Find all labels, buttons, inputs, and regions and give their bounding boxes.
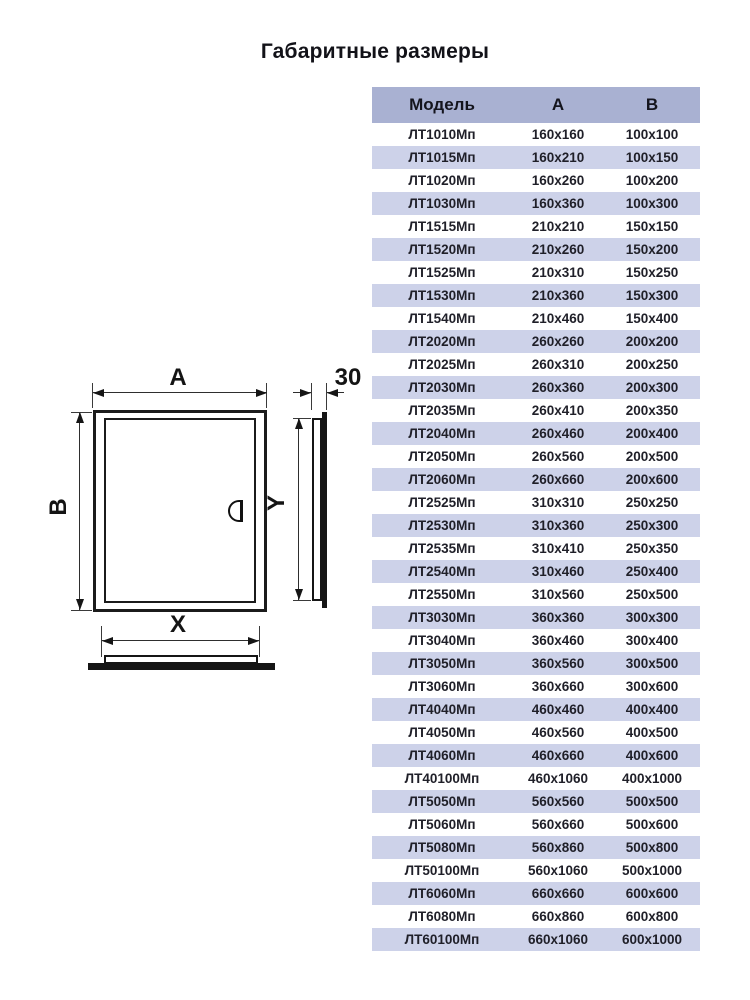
cell-model: ЛТ3040Мп <box>408 633 476 648</box>
table-header-row <box>372 87 700 123</box>
cell-model: ЛТ3050Мп <box>408 656 476 671</box>
cell-b: 300x500 <box>625 656 679 671</box>
cell-b: 400x600 <box>625 748 679 763</box>
table-row <box>372 606 700 629</box>
cell-b: 600x800 <box>625 909 679 924</box>
table-row <box>372 560 700 583</box>
table-row <box>372 813 700 836</box>
cell-a: 660x860 <box>531 909 585 924</box>
cell-b: 150x400 <box>625 311 679 326</box>
cell-a: 210x310 <box>531 265 585 280</box>
cell-b: 200x600 <box>625 472 679 487</box>
cell-b: 500x500 <box>625 794 679 809</box>
cell-model: ЛТ2530Мп <box>408 518 476 533</box>
cell-b: 500x800 <box>625 840 679 855</box>
cell-a: 210x260 <box>531 242 585 257</box>
table-row <box>372 261 700 284</box>
cell-model: ЛТ1030Мп <box>408 196 476 211</box>
table-row <box>372 928 700 951</box>
cell-b: 200x350 <box>625 403 679 418</box>
dim-a-arrow-right <box>256 389 267 397</box>
table-row <box>372 675 700 698</box>
cell-b: 500x1000 <box>621 863 683 878</box>
table-row <box>372 330 700 353</box>
cell-model: ЛТ60100Мп <box>404 932 480 947</box>
cell-b: 250x250 <box>625 495 679 510</box>
col-header-b: В <box>604 87 700 123</box>
cell-b: 600x600 <box>625 886 679 901</box>
cell-a: 210x460 <box>531 311 585 326</box>
size-table <box>372 87 700 951</box>
cell-b: 250x300 <box>625 518 679 533</box>
cell-a: 260x410 <box>531 403 585 418</box>
dim-label-depth: 30 <box>334 364 362 391</box>
cell-a: 210x210 <box>531 219 585 234</box>
cell-model: ЛТ6080Мп <box>408 909 476 924</box>
cell-a: 360x560 <box>531 656 585 671</box>
dim-a-arrow-left <box>93 389 104 397</box>
cell-model: ЛТ4040Мп <box>408 702 476 717</box>
cell-b: 200x400 <box>625 426 679 441</box>
cell-b: 200x500 <box>625 449 679 464</box>
cell-b: 100x150 <box>625 150 679 165</box>
table-row <box>372 859 700 882</box>
page-title: Габаритные размеры <box>260 40 490 63</box>
table-row <box>372 583 700 606</box>
cell-b: 100x100 <box>625 127 679 142</box>
cell-a: 260x560 <box>531 449 585 464</box>
cell-model: ЛТ50100Мп <box>404 863 480 878</box>
dim-b-arrow-top <box>76 412 84 423</box>
cell-b: 250x400 <box>625 564 679 579</box>
table-row <box>372 491 700 514</box>
table-row <box>372 698 700 721</box>
table-row <box>372 123 700 146</box>
cell-model: ЛТ5050Мп <box>408 794 476 809</box>
cell-model: ЛТ40100Мп <box>404 771 480 786</box>
cell-a: 310x360 <box>531 518 585 533</box>
cell-a: 260x660 <box>531 472 585 487</box>
cell-model: ЛТ2035Мп <box>408 403 476 418</box>
cell-b: 100x200 <box>625 173 679 188</box>
table-row <box>372 422 700 445</box>
cell-model: ЛТ2525Мп <box>408 495 476 510</box>
table-row <box>372 284 700 307</box>
cell-model: ЛТ1010Мп <box>408 127 476 142</box>
cell-a: 160x210 <box>531 150 585 165</box>
cell-model: ЛТ1020Мп <box>408 173 476 188</box>
cell-model: ЛТ4060Мп <box>408 748 476 763</box>
cell-b: 250x350 <box>625 541 679 556</box>
cell-b: 500x600 <box>625 817 679 832</box>
cell-a: 310x410 <box>531 541 585 556</box>
bottom-profile-frame-flange <box>88 663 275 670</box>
cell-b: 200x300 <box>625 380 679 395</box>
cell-a: 260x460 <box>531 426 585 441</box>
cell-model: ЛТ1520Мп <box>408 242 476 257</box>
dim-x-line <box>102 640 259 641</box>
table-row <box>372 744 700 767</box>
cell-b: 400x500 <box>625 725 679 740</box>
cell-a: 160x160 <box>531 127 585 142</box>
table-row <box>372 514 700 537</box>
dim-label-door-width: X <box>169 611 186 638</box>
cell-b: 600x1000 <box>621 932 683 947</box>
table-row <box>372 192 700 215</box>
cell-model: ЛТ1525Мп <box>408 265 476 280</box>
dim-x-extension-right <box>259 626 260 657</box>
cell-a: 260x260 <box>531 334 585 349</box>
cell-model: ЛТ2025Мп <box>408 357 476 372</box>
table-row <box>372 307 700 330</box>
dim-depth-arrow-left <box>300 389 311 397</box>
cell-a: 360x360 <box>531 610 585 625</box>
dim-depth-extension-left <box>311 383 312 410</box>
cell-model: ЛТ1015Мп <box>408 150 476 165</box>
cell-b: 100x300 <box>625 196 679 211</box>
cell-model: ЛТ3060Мп <box>408 679 476 694</box>
table-row <box>372 238 700 261</box>
cell-b: 200x250 <box>625 357 679 372</box>
cell-a: 460x1060 <box>527 771 589 786</box>
cell-a: 560x560 <box>531 794 585 809</box>
cell-b: 250x500 <box>625 587 679 602</box>
cell-model: ЛТ2540Мп <box>408 564 476 579</box>
cell-model: ЛТ1530Мп <box>408 288 476 303</box>
cell-a: 460x460 <box>531 702 585 717</box>
dim-b-line <box>79 413 80 610</box>
cell-b: 150x300 <box>625 288 679 303</box>
cell-b: 300x400 <box>625 633 679 648</box>
cell-a: 160x360 <box>531 196 585 211</box>
side-profile-frame-flange <box>322 412 327 608</box>
cell-a: 360x460 <box>531 633 585 648</box>
dim-y-arrow-bottom <box>295 589 303 600</box>
cell-a: 210x360 <box>531 288 585 303</box>
dim-y-extension-bottom <box>293 600 311 601</box>
cell-model: ЛТ2060Мп <box>408 472 476 487</box>
table-row <box>372 146 700 169</box>
cell-a: 560x1060 <box>527 863 589 878</box>
table-row <box>372 905 700 928</box>
table-row <box>372 629 700 652</box>
cell-model: ЛТ1540Мп <box>408 311 476 326</box>
cell-a: 310x560 <box>531 587 585 602</box>
dim-b-arrow-bottom <box>76 599 84 610</box>
cell-b: 150x250 <box>625 265 679 280</box>
cell-a: 260x310 <box>531 357 585 372</box>
cell-b: 300x300 <box>625 610 679 625</box>
table-row <box>372 215 700 238</box>
cell-b: 150x200 <box>625 242 679 257</box>
table-row <box>372 836 700 859</box>
table-row <box>372 445 700 468</box>
cell-a: 360x660 <box>531 679 585 694</box>
cell-a: 460x660 <box>531 748 585 763</box>
col-header-model: Модель <box>372 87 512 123</box>
table-row <box>372 399 700 422</box>
cell-model: ЛТ5060Мп <box>408 817 476 832</box>
cell-b: 300x600 <box>625 679 679 694</box>
door-handle-icon <box>228 500 243 522</box>
cell-model: ЛТ2550Мп <box>408 587 476 602</box>
cell-model: ЛТ4050Мп <box>408 725 476 740</box>
table-row <box>372 790 700 813</box>
cell-model: ЛТ6060Мп <box>408 886 476 901</box>
cell-b: 400x400 <box>625 702 679 717</box>
table-row <box>372 652 700 675</box>
dim-y-line <box>298 419 299 600</box>
cell-model: ЛТ2030Мп <box>408 380 476 395</box>
side-profile-door-leaf <box>312 418 322 601</box>
cell-model: ЛТ3030Мп <box>408 610 476 625</box>
dim-a-line <box>93 392 267 393</box>
dim-label-frame-height: В <box>45 498 72 516</box>
col-header-a: А <box>512 87 604 123</box>
dim-b-extension-bottom <box>71 610 92 611</box>
table-row <box>372 767 700 790</box>
table-row <box>372 169 700 192</box>
cell-b: 150x150 <box>625 219 679 234</box>
table-body <box>372 123 700 951</box>
cell-a: 660x1060 <box>527 932 589 947</box>
cell-model: ЛТ5080Мп <box>408 840 476 855</box>
cell-a: 310x310 <box>531 495 585 510</box>
cell-b: 200x200 <box>625 334 679 349</box>
cell-model: ЛТ2020Мп <box>408 334 476 349</box>
cell-model: ЛТ2535Мп <box>408 541 476 556</box>
dim-y-arrow-top <box>295 418 303 429</box>
dim-x-arrow-right <box>248 637 259 645</box>
cell-a: 310x460 <box>531 564 585 579</box>
table-row <box>372 468 700 491</box>
table-row <box>372 353 700 376</box>
cell-a: 560x860 <box>531 840 585 855</box>
cell-a: 160x260 <box>531 173 585 188</box>
cell-a: 660x660 <box>531 886 585 901</box>
table-row <box>372 882 700 905</box>
dim-x-arrow-left <box>102 637 113 645</box>
dim-label-door-height: Y <box>263 495 290 512</box>
cell-a: 560x660 <box>531 817 585 832</box>
table-row <box>372 721 700 744</box>
cell-model: ЛТ2050Мп <box>408 449 476 464</box>
cell-a: 260x360 <box>531 380 585 395</box>
cell-model: ЛТ1515Мп <box>408 219 476 234</box>
cell-model: ЛТ2040Мп <box>408 426 476 441</box>
table-row <box>372 376 700 399</box>
cell-b: 400x1000 <box>621 771 683 786</box>
table-row <box>372 537 700 560</box>
cell-a: 460x560 <box>531 725 585 740</box>
dim-label-frame-width: А <box>169 364 187 391</box>
